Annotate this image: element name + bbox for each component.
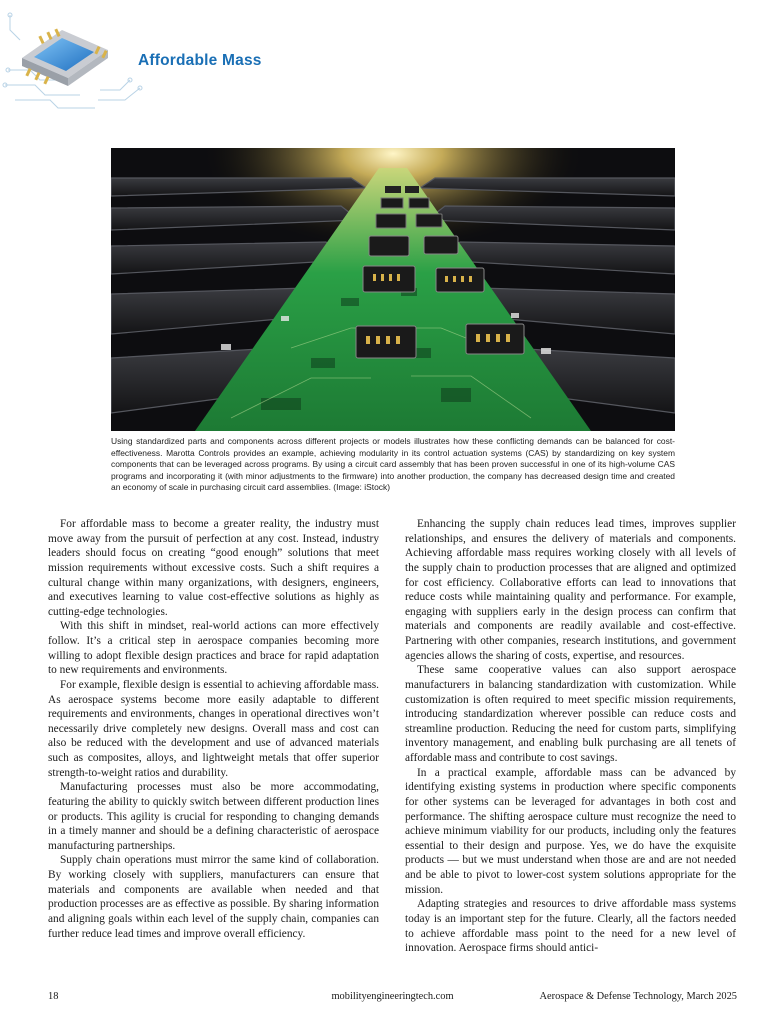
paragraph: Enhancing the supply chain reduces lead times, improves supplier relationships, and ensures the delivery of materials and components. Achieving affordable mass requires working closely with all levels of the supply chain to production processes that are aligned and optimized for cost efficiency. Collaborative efforts can lead to innovations that reduce costs while maintaining quality and performance. For example, engaging with suppliers early in the design process can confirm that materials and components are readily available and cost-effective. Partnering with other companies, research institutions, and government agencies allows the sharing of costs, expertise, and resources. [405, 518, 736, 662]
page-number: 18 [48, 991, 59, 1002]
paragraph: Adapting strategies and resources to drive affordable mass systems today is an important step for the future. Clearly, all the factors needed to achieve affordable mass point to the need for a new level of innovation. Aerospace firms should antici- [405, 898, 736, 955]
paragraph: Supply chain operations must mirror the same kind of collaboration. By working closely with suppliers, manufacturers can ensure that materials and components are available when needed and that production processes are as effective as possible. By sharing information and aligning goals within each level of the supply chain, companies can further reduce lead times and improve overall efficiency. [48, 854, 379, 940]
article-column-left [48, 517, 379, 941]
paragraph: In a practical example, affordable mass can be advanced by identifying existing systems in production where specific components for other systems can be leveraged for advantages in both cost and performance. The shifting aerospace culture must recognize the need to achieve minimum viability for our products, including only the features essential to their design and purpose. Yes, we do have the exquisite products — but we must understand when those are and are not needed and be able to pivot to lower-cost system solutions appropriate for the mission. [405, 766, 736, 896]
publication-info: Aerospace & Defense Technology, March 2025 [539, 991, 737, 1002]
website-link[interactable]: mobilityengineeringtech.com [331, 991, 454, 1002]
page-footer [48, 991, 737, 1005]
paragraph: For affordable mass to become a greater reality, the industry must move away from the pursuit of perfection at any cost. Instead, industry leaders should focus on creating “good enough” solutions that meet mission requirements without excessive costs. Such a shift requires a cultural change within many organizations, with designers, engineers, and executives learning to value cost-effective solutions as highly as cutting-edge technologies. [48, 518, 379, 618]
page-header [0, 0, 765, 120]
feature-photo [111, 148, 675, 431]
paragraph: For example, flexible design is essential to achieving affordable mass. As aerospace systems become more easily adaptable to different requirements and environments, changes in operational directives won’t necessarily drive completely new designs. Overall mass and cost can also be reduced with the development and use of advanced materials such as composites, alloys, and lightweight metals that offer superior strength-to-weight ratios and durability. [48, 678, 379, 779]
paragraph: These same cooperative values can also support aerospace manufacturers in balancing standardization with customization. While customization is often required to meet specific mission requirements, introducing standardization wherever possible can reduce costs and streamline production. Reducing the need for custom parts, simplifying inventory management, and enabling bulk purchasing are all tenets of affordable mass and contribute to cost savings. [405, 664, 736, 764]
photo-caption: Using standardized parts and components across different projects or models illustrates how these conflicting demands can be balanced for cost-effectiveness. Marotta Controls provides an example, achieving modularity in its control actuation systems (CAS) by standardizing on key system components that can be leveraged across programs. By using a circuit card assembly that has been proven successful in one of its high-volume CAS programs and incorporating it (with minor adjustments to the firmware) into another production, the company has decreased design time and created an economy of scale in purchasing circuit card assemblies. (Image: iStock) [111, 436, 675, 493]
circuit-chip-icon [0, 0, 150, 120]
paragraph: With this shift in mindset, real-world actions can more effectively follow. It’s a critical step in aerospace companies becoming more willing to adopt flexible design practices and brace for rapid adaptation to new requirements and environments. [48, 620, 379, 677]
section-title: Affordable Mass [138, 52, 262, 69]
paragraph: Manufacturing processes must also be more accommodating, featuring the ability to quickly switch between different production lines or products. This agility is crucial for responding to changing demands in a timely manner and should be a defining characteristic of aerospace manufacturing partnerships. [48, 781, 379, 852]
article-column-right [405, 517, 736, 956]
